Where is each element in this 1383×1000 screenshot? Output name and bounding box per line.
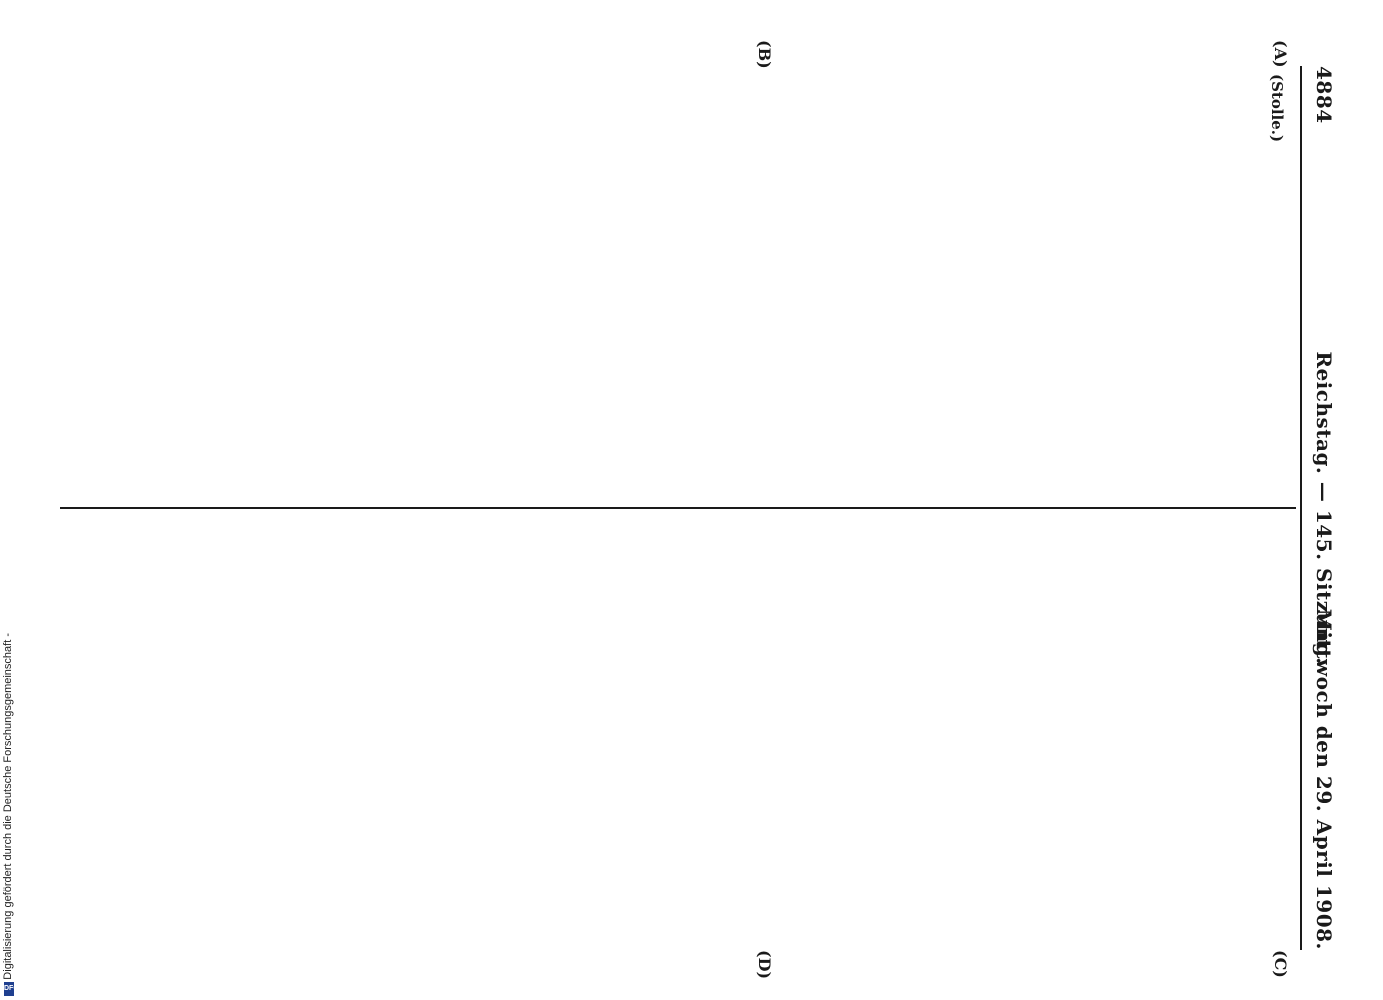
page-header: [1306, 48, 1340, 968]
dfg-logo: DFG: [4, 982, 14, 996]
margin-letter-b: (B): [755, 40, 774, 69]
document-page: [50, 40, 1340, 980]
speaker-name: (Stolle.): [1268, 74, 1286, 143]
left-column: [66, 74, 1288, 492]
margin-letter-d: (D): [755, 950, 774, 980]
margin-letter-a: (A): [1271, 40, 1290, 68]
column-divider: [60, 507, 1296, 509]
margin-letter-c: (C): [1271, 950, 1290, 978]
page-number: 4884: [1312, 66, 1336, 124]
session-date: Mittwoch den 29. April 1908.: [1312, 608, 1336, 950]
right-column: [66, 524, 1288, 942]
session-title: Reichstag. — 145. Sitzung.: [1312, 351, 1336, 665]
funding-note: Digitalisierung gefördert durch die Deutsche Forschungsgemeinschaft -: [2, 633, 14, 980]
header-rule: [1300, 66, 1302, 950]
